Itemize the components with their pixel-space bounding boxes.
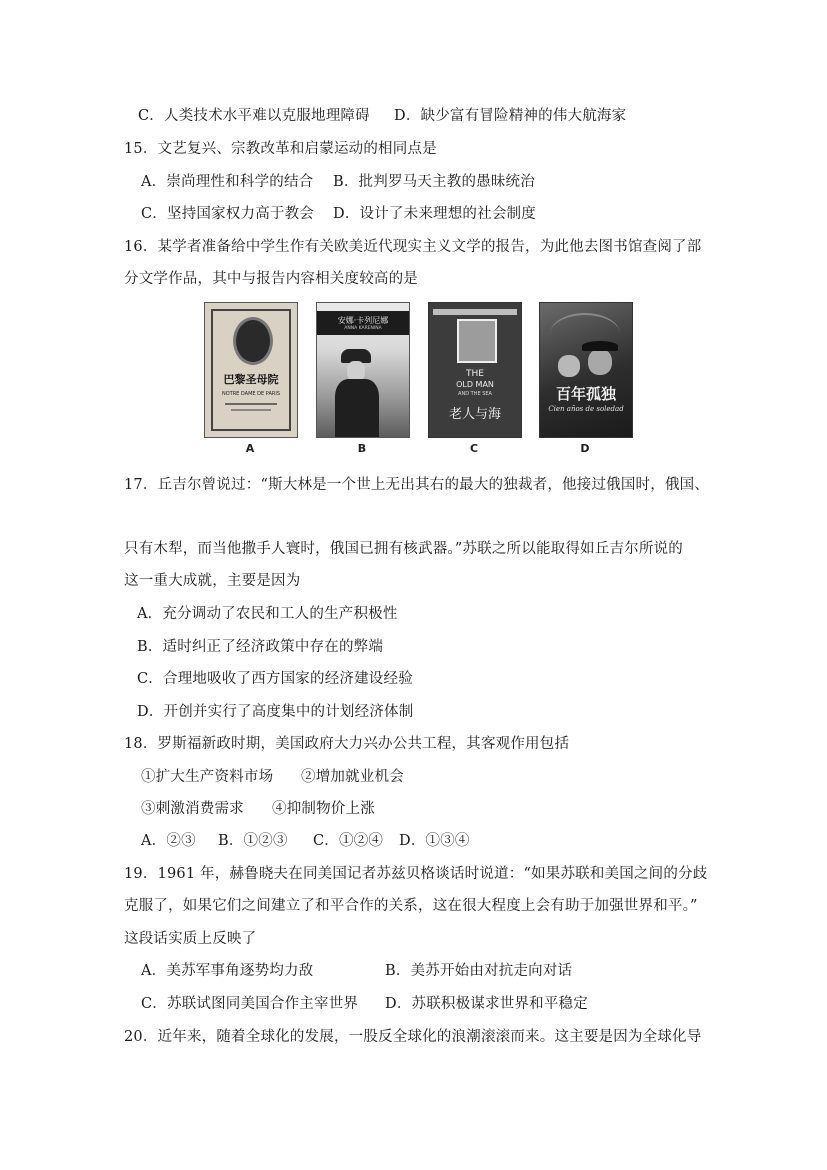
- q19-option-a: A．美苏军事角逐势均力敌: [141, 963, 314, 979]
- book-a-title: 巴黎圣母院: [223, 373, 279, 386]
- book-b-subtitle: ANNA KARENINA: [344, 326, 382, 331]
- q15-option-b: B．批判罗马天主教的愚昧统治: [333, 174, 535, 190]
- book-label-c: C: [469, 442, 479, 455]
- book-label-b: B: [357, 442, 367, 455]
- book-c-subtitle-line-1: THE: [466, 369, 484, 379]
- q18-item-2: ②增加就业机会: [301, 769, 404, 785]
- q19-stem-line-2: 克服了，如果它们之间建立了和平合作的关系，这在很大程度上会有助于加强世界和平。”: [124, 898, 698, 914]
- book-d-title: 百年孤独: [555, 385, 616, 403]
- q18-option-a: A．②③: [141, 833, 196, 849]
- q15-option-a: A．崇尚理性和科学的结合: [141, 174, 314, 190]
- book-a-subtitle: NOTRE DAME DE PARIS: [221, 391, 281, 397]
- q18-option-b: B．①②③: [218, 833, 288, 849]
- q18-item-4: ④抑制物价上涨: [272, 801, 375, 817]
- face-left-icon: [558, 355, 580, 377]
- cover-photo-icon: [457, 319, 497, 363]
- q17-stem-line-3: 这一重大成就，主要是因为: [124, 573, 301, 589]
- book-cover-b: [316, 302, 410, 438]
- q19-option-b: B．美苏开始由对抗走向对话: [385, 963, 573, 979]
- q19-stem-line-1: 19．1961 年，赫鲁晓夫在同美国记者苏兹贝格谈话时说道：“如果苏联和美国之间的分歧: [124, 866, 708, 882]
- q18-option-d: D．①③④: [399, 833, 470, 849]
- q15-option-d: D．设计了未来理想的社会制度: [333, 206, 536, 222]
- book-b-title: 安娜·卡列尼娜: [337, 316, 389, 325]
- q18-stem: 18．罗斯福新政时期，美国政府大力兴办公共工程，其客观作用包括: [124, 736, 570, 752]
- book-covers-figure: [204, 302, 644, 462]
- q17-stem-line-1: 17．丘吉尔曾说过：“斯大林是一个世上无出其右的最大的独裁者，他接过俄国时，俄国、: [124, 477, 710, 493]
- hat-icon: [582, 341, 618, 351]
- q19-option-d: D．苏联积极谋求世界和平稳定: [385, 996, 588, 1012]
- book-cover-c: [428, 302, 522, 438]
- q17-stem-line-2: 只有木犁，而当他撒手人寰时，俄国已拥有核武器。”苏联之所以能取得如丘吉尔所说的: [124, 541, 683, 557]
- q17-option-d: D．开创并实行了高度集中的计划经济体制: [137, 704, 414, 720]
- q14-option-c: C．人类技术水平难以克服地理障碍: [138, 108, 370, 124]
- q14-option-d: D．缺少富有冒险精神的伟大航海家: [394, 108, 627, 124]
- book-cover-d: [539, 302, 633, 438]
- q16-stem-line-2: 分文学作品，其中与报告内容相关度较高的是: [124, 271, 418, 287]
- book-label-a: A: [245, 442, 255, 455]
- q15-stem: 15．文艺复兴、宗教改革和启蒙运动的相同点是: [124, 141, 437, 157]
- q15-option-c: C．坚持国家权力高于教会: [141, 206, 314, 222]
- figure-face-icon: [347, 361, 365, 381]
- q16-stem-line-1: 16．某学者准备给中学生作有关欧美近代现实主义文学的报告，为此他去图书馆查阅了部: [124, 239, 702, 255]
- q18-item-1: ①扩大生产资料市场: [141, 769, 274, 785]
- book-d-subtitle: Cien años de soledad: [548, 405, 624, 413]
- q19-stem-line-3: 这段话实质上反映了: [124, 931, 257, 947]
- q20-stem-line-1: 20．近年来，随着全球化的发展，一股反全球化的浪潮滚滚而来。这主要是因为全球化导: [124, 1029, 702, 1045]
- q17-option-a: A．充分调动了农民和工人的生产积极性: [137, 606, 398, 622]
- q18-item-3: ③刺激消费需求: [141, 801, 244, 817]
- book-label-d: D: [580, 442, 590, 455]
- q17-option-b: B．适时纠正了经济政策中存在的弊端: [137, 639, 384, 655]
- q18-option-c: C．①②④: [313, 833, 384, 849]
- q17-option-c: C．合理地吸收了西方国家的经济建设经验: [137, 671, 413, 687]
- face-right-icon: [588, 349, 612, 375]
- book-c-subtitle-line-3: AND THE SEA: [458, 391, 492, 397]
- portrait-medallion-icon: [233, 317, 273, 365]
- q19-option-c: C．苏联试图同美国合作主宰世界: [141, 996, 359, 1012]
- figure-body-icon: [335, 379, 379, 437]
- book-cover-a: [204, 302, 298, 438]
- book-c-title: 老人与海: [448, 407, 501, 422]
- book-c-subtitle-line-2: OLD MAN: [456, 380, 494, 389]
